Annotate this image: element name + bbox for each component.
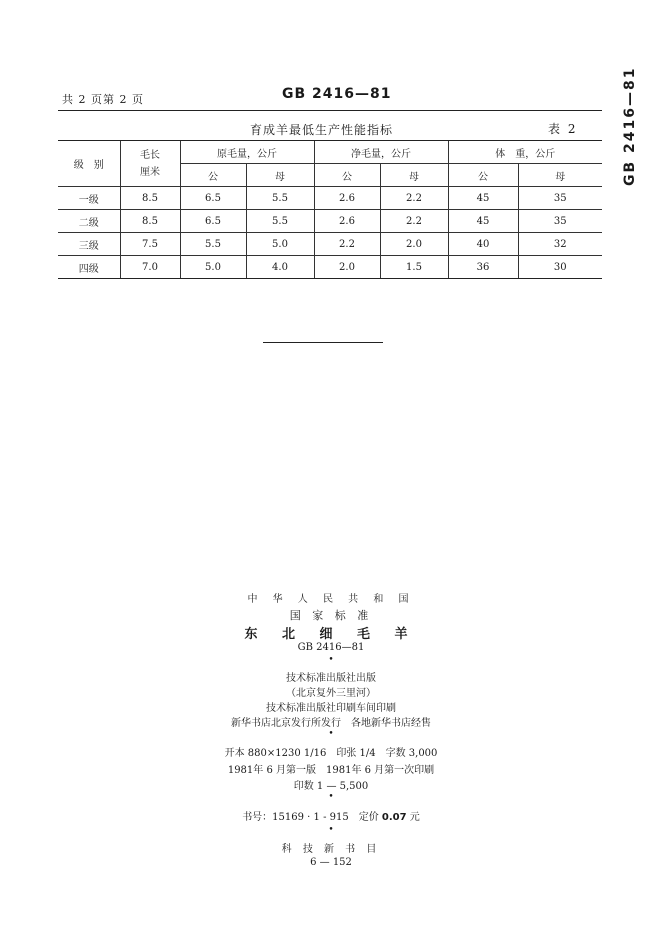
subheader-male: 公: [448, 164, 518, 187]
cell-raw-female: 5.0: [246, 233, 314, 256]
section-divider: [263, 342, 383, 343]
cell-weight-male: 45: [448, 210, 518, 233]
price-unit: 元: [409, 812, 420, 823]
table-title: 育成羊最低生产性能指标: [250, 123, 394, 137]
cell-weight-female: 35: [518, 210, 602, 233]
table-row: [58, 187, 602, 210]
cell-raw-male: 5.0: [180, 256, 246, 279]
cell-raw-male: 6.5: [180, 187, 246, 210]
table-row: [58, 233, 602, 256]
table-header-row: [58, 141, 602, 164]
table-number: 表 2: [548, 122, 578, 136]
subheader-female: 母: [246, 164, 314, 187]
imprint-catalog-number: 6 — 152: [310, 857, 352, 868]
header-wool-length-line1: 毛长: [140, 149, 160, 161]
header-wool-length: [120, 141, 180, 187]
table-row: [58, 256, 602, 279]
imprint-title: 东 北 细 毛 羊: [244, 627, 418, 642]
imprint-format: 开本 880×1230 1/16 印张 1/4 字数 3,000: [224, 748, 438, 759]
header-clean-wool: 净毛量，公斤: [314, 141, 448, 164]
cell-clean-male: 2.2: [314, 233, 380, 256]
price-value: 0.07: [381, 812, 407, 823]
header-raw-wool: 原毛量，公斤: [180, 141, 314, 164]
performance-table: [58, 141, 602, 279]
table-row: [58, 210, 602, 233]
cell-clean-male: 2.6: [314, 210, 380, 233]
bullet-divider: •: [328, 825, 334, 835]
header-wool-length-line2: 厘米: [140, 166, 160, 178]
imprint-print-run: 印数 1 — 5,500: [293, 781, 369, 792]
cell-grade: 一级: [58, 187, 120, 210]
subheader-female: 母: [518, 164, 602, 187]
cell-raw-male: 5.5: [180, 233, 246, 256]
subheader-female: 母: [380, 164, 448, 187]
header-body-weight: 体 重，公斤: [448, 141, 602, 164]
imprint-address: （北京复外三里河）: [286, 688, 376, 699]
imprint-book-number: [0, 808, 662, 823]
cell-clean-female: 2.0: [380, 233, 448, 256]
cell-clean-female: 2.2: [380, 210, 448, 233]
cell-length: 8.5: [120, 187, 180, 210]
cell-raw-male: 6.5: [180, 210, 246, 233]
cell-weight-male: 36: [448, 256, 518, 279]
imprint-edition: 1981年 6 月第一版 1981年 6 月第一次印刷: [227, 765, 435, 776]
cell-clean-female: 2.2: [380, 187, 448, 210]
cell-length: 7.5: [120, 233, 180, 256]
imprint-publisher: 技术标准出版社出版: [286, 673, 376, 684]
cell-weight-female: 32: [518, 233, 602, 256]
imprint-printer: 技术标准出版社印刷车间印刷: [266, 703, 396, 714]
cell-clean-male: 2.6: [314, 187, 380, 210]
imprint-doc-type: 国 家 标 准: [289, 609, 373, 622]
bullet-divider: •: [328, 729, 334, 739]
cell-weight-female: 30: [518, 256, 602, 279]
cell-length: 7.0: [120, 256, 180, 279]
cell-weight-male: 40: [448, 233, 518, 256]
side-code-container: [622, 68, 652, 188]
cell-grade: 二级: [58, 210, 120, 233]
bullet-divider: •: [328, 655, 334, 665]
cell-clean-female: 1.5: [380, 256, 448, 279]
imprint-code: GB 2416—81: [297, 642, 365, 653]
standard-code: GB 2416—81: [282, 86, 392, 102]
side-standard-code: GB 2416—81: [622, 66, 638, 186]
cell-raw-female: 5.5: [246, 210, 314, 233]
subheader-male: 公: [314, 164, 380, 187]
cell-grade: 四级: [58, 256, 120, 279]
header-grade: 级 别: [58, 141, 120, 187]
page-info: 共 2 页第 2 页: [62, 93, 144, 106]
book-number-label: 书号：15169 · 1 - 915 定价: [242, 812, 379, 823]
cell-grade: 三级: [58, 233, 120, 256]
cell-raw-female: 5.5: [246, 187, 314, 210]
imprint-catalog: 科 技 新 书 目: [281, 844, 381, 855]
cell-weight-female: 35: [518, 187, 602, 210]
imprint-distributor: 新华书店北京发行所发行 各地新华书店经售: [231, 718, 431, 729]
imprint-country: 中 华 人 民 共 和 国: [247, 594, 415, 605]
cell-clean-male: 2.0: [314, 256, 380, 279]
header-rule: [58, 110, 602, 111]
cell-raw-female: 4.0: [246, 256, 314, 279]
cell-weight-male: 45: [448, 187, 518, 210]
subheader-male: 公: [180, 164, 246, 187]
bullet-divider: •: [328, 792, 334, 802]
cell-length: 8.5: [120, 210, 180, 233]
